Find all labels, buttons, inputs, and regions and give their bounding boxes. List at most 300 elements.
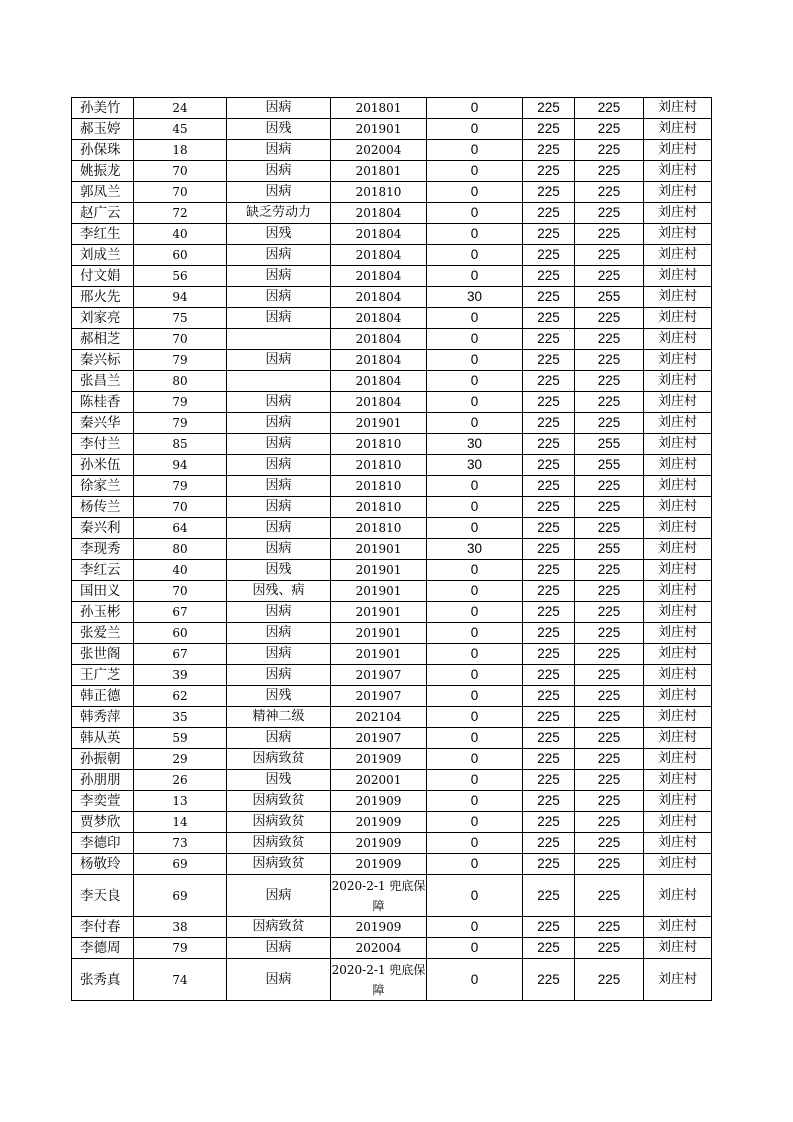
name-cell: 张秀真: [72, 959, 134, 1001]
subsidy-cell: 0: [427, 329, 523, 350]
table-row: [72, 686, 712, 707]
village-cell: 刘庄村: [644, 266, 712, 287]
village-cell: 刘庄村: [644, 644, 712, 665]
date-cell: 201901: [331, 623, 427, 644]
subsidy-cell: 0: [427, 686, 523, 707]
village-cell: 刘庄村: [644, 350, 712, 371]
subsidy-cell: 0: [427, 413, 523, 434]
age-cell: 69: [134, 854, 227, 875]
base-amount-cell: 225: [523, 434, 575, 455]
name-cell: 李付兰: [72, 434, 134, 455]
base-amount-cell: 225: [523, 791, 575, 812]
village-cell: 刘庄村: [644, 560, 712, 581]
total-amount-cell: 255: [575, 434, 644, 455]
village-cell: 刘庄村: [644, 770, 712, 791]
subsidy-cell: 0: [427, 245, 523, 266]
total-amount-cell: 225: [575, 329, 644, 350]
assistance-table: [71, 97, 712, 1001]
base-amount-cell: 225: [523, 770, 575, 791]
reason-cell: 因残: [227, 224, 331, 245]
date-cell: 201810: [331, 182, 427, 203]
reason-cell: 因病致贫: [227, 833, 331, 854]
table-row: [72, 728, 712, 749]
date-cell: 201909: [331, 833, 427, 854]
total-amount-cell: 225: [575, 476, 644, 497]
base-amount-cell: 225: [523, 245, 575, 266]
reason-cell: 因残: [227, 686, 331, 707]
name-cell: 贾梦欣: [72, 812, 134, 833]
date-cell: 201810: [331, 518, 427, 539]
age-cell: 14: [134, 812, 227, 833]
table-row: [72, 287, 712, 308]
name-cell: 姚振龙: [72, 161, 134, 182]
table-row: [72, 392, 712, 413]
date-cell: 201810: [331, 455, 427, 476]
table-row: [72, 371, 712, 392]
name-cell: 陈桂香: [72, 392, 134, 413]
date-cell: 201804: [331, 350, 427, 371]
age-cell: 40: [134, 224, 227, 245]
reason-cell: 因病: [227, 413, 331, 434]
date-cell: 201801: [331, 161, 427, 182]
date-cell: 201909: [331, 812, 427, 833]
table-row: [72, 644, 712, 665]
reason-cell: 因病: [227, 497, 331, 518]
table-row: [72, 707, 712, 728]
date-cell: 201901: [331, 644, 427, 665]
subsidy-cell: 0: [427, 854, 523, 875]
table-row: [72, 959, 712, 1001]
total-amount-cell: 225: [575, 392, 644, 413]
subsidy-cell: 0: [427, 959, 523, 1001]
subsidy-cell: 30: [427, 287, 523, 308]
name-cell: 张昌兰: [72, 371, 134, 392]
subsidy-cell: 0: [427, 224, 523, 245]
base-amount-cell: 225: [523, 308, 575, 329]
subsidy-cell: 0: [427, 707, 523, 728]
total-amount-cell: 225: [575, 749, 644, 770]
base-amount-cell: 225: [523, 182, 575, 203]
table-row: [72, 182, 712, 203]
village-cell: 刘庄村: [644, 119, 712, 140]
subsidy-cell: 0: [427, 518, 523, 539]
table-row: [72, 413, 712, 434]
table-row: [72, 455, 712, 476]
reason-cell: [227, 329, 331, 350]
total-amount-cell: 225: [575, 560, 644, 581]
subsidy-cell: 0: [427, 875, 523, 917]
reason-cell: 因残: [227, 560, 331, 581]
age-cell: 79: [134, 938, 227, 959]
age-cell: 45: [134, 119, 227, 140]
base-amount-cell: 225: [523, 581, 575, 602]
table-row: [72, 749, 712, 770]
table-row: [72, 665, 712, 686]
base-amount-cell: 225: [523, 329, 575, 350]
village-cell: 刘庄村: [644, 623, 712, 644]
table-row: [72, 770, 712, 791]
date-cell: 201901: [331, 119, 427, 140]
reason-cell: 因病: [227, 98, 331, 119]
subsidy-cell: 0: [427, 581, 523, 602]
name-cell: 李付春: [72, 917, 134, 938]
total-amount-cell: 225: [575, 371, 644, 392]
subsidy-cell: 0: [427, 917, 523, 938]
total-amount-cell: 225: [575, 182, 644, 203]
total-amount-cell: 255: [575, 287, 644, 308]
reason-cell: 因残: [227, 119, 331, 140]
total-amount-cell: 225: [575, 812, 644, 833]
age-cell: 70: [134, 161, 227, 182]
village-cell: 刘庄村: [644, 392, 712, 413]
name-cell: 秦兴利: [72, 518, 134, 539]
reason-cell: 因病致贫: [227, 917, 331, 938]
total-amount-cell: 225: [575, 686, 644, 707]
table-row: [72, 854, 712, 875]
name-cell: 李红生: [72, 224, 134, 245]
reason-cell: 因病: [227, 182, 331, 203]
name-cell: 韩正德: [72, 686, 134, 707]
base-amount-cell: 225: [523, 686, 575, 707]
date-cell: 201804: [331, 308, 427, 329]
total-amount-cell: 225: [575, 917, 644, 938]
total-amount-cell: 225: [575, 497, 644, 518]
date-cell: 201907: [331, 728, 427, 749]
village-cell: 刘庄村: [644, 413, 712, 434]
age-cell: 70: [134, 581, 227, 602]
name-cell: 王广芝: [72, 665, 134, 686]
table-row: [72, 581, 712, 602]
total-amount-cell: 225: [575, 833, 644, 854]
village-cell: 刘庄村: [644, 308, 712, 329]
date-cell: 201810: [331, 434, 427, 455]
village-cell: 刘庄村: [644, 371, 712, 392]
total-amount-cell: 225: [575, 770, 644, 791]
reason-cell: 因病: [227, 245, 331, 266]
reason-cell: 因病: [227, 518, 331, 539]
age-cell: 94: [134, 455, 227, 476]
subsidy-cell: 0: [427, 182, 523, 203]
age-cell: 75: [134, 308, 227, 329]
total-amount-cell: 225: [575, 119, 644, 140]
date-cell: 201804: [331, 329, 427, 350]
subsidy-cell: 0: [427, 644, 523, 665]
reason-cell: 因病: [227, 161, 331, 182]
base-amount-cell: 225: [523, 224, 575, 245]
reason-cell: 因病: [227, 938, 331, 959]
base-amount-cell: 225: [523, 539, 575, 560]
subsidy-cell: 30: [427, 455, 523, 476]
total-amount-cell: 225: [575, 518, 644, 539]
village-cell: 刘庄村: [644, 707, 712, 728]
total-amount-cell: 225: [575, 581, 644, 602]
reason-cell: 缺乏劳动力: [227, 203, 331, 224]
name-cell: 赵广云: [72, 203, 134, 224]
village-cell: 刘庄村: [644, 875, 712, 917]
table-row: [72, 434, 712, 455]
total-amount-cell: 225: [575, 140, 644, 161]
age-cell: 74: [134, 959, 227, 1001]
age-cell: 39: [134, 665, 227, 686]
table-row: [72, 266, 712, 287]
age-cell: 72: [134, 203, 227, 224]
base-amount-cell: 225: [523, 350, 575, 371]
base-amount-cell: 225: [523, 203, 575, 224]
date-cell: 2020-2-1 兜底保障: [331, 959, 427, 1001]
village-cell: 刘庄村: [644, 434, 712, 455]
village-cell: 刘庄村: [644, 728, 712, 749]
subsidy-cell: 0: [427, 833, 523, 854]
village-cell: 刘庄村: [644, 665, 712, 686]
total-amount-cell: 225: [575, 98, 644, 119]
total-amount-cell: 225: [575, 728, 644, 749]
date-cell: 201804: [331, 266, 427, 287]
village-cell: 刘庄村: [644, 476, 712, 497]
date-cell: 2020-2-1 兜底保障: [331, 875, 427, 917]
village-cell: 刘庄村: [644, 749, 712, 770]
age-cell: 67: [134, 602, 227, 623]
village-cell: 刘庄村: [644, 833, 712, 854]
age-cell: 29: [134, 749, 227, 770]
name-cell: 郭凤兰: [72, 182, 134, 203]
name-cell: 郝玉婷: [72, 119, 134, 140]
age-cell: 56: [134, 266, 227, 287]
reason-cell: 因病: [227, 434, 331, 455]
table-row: [72, 623, 712, 644]
date-cell: 202104: [331, 707, 427, 728]
village-cell: 刘庄村: [644, 287, 712, 308]
subsidy-cell: 0: [427, 371, 523, 392]
table-row: [72, 917, 712, 938]
reason-cell: 因病: [227, 665, 331, 686]
total-amount-cell: 225: [575, 266, 644, 287]
reason-cell: [227, 371, 331, 392]
reason-cell: 因病致贫: [227, 812, 331, 833]
subsidy-cell: 0: [427, 476, 523, 497]
reason-cell: 因病: [227, 140, 331, 161]
table-row: [72, 833, 712, 854]
date-cell: 202004: [331, 140, 427, 161]
name-cell: 孙美竹: [72, 98, 134, 119]
date-cell: 201804: [331, 371, 427, 392]
reason-cell: 因病: [227, 266, 331, 287]
subsidy-cell: 0: [427, 623, 523, 644]
total-amount-cell: 225: [575, 161, 644, 182]
base-amount-cell: 225: [523, 728, 575, 749]
base-amount-cell: 225: [523, 161, 575, 182]
table-row: [72, 245, 712, 266]
base-amount-cell: 225: [523, 266, 575, 287]
name-cell: 刘成兰: [72, 245, 134, 266]
village-cell: 刘庄村: [644, 854, 712, 875]
subsidy-cell: 0: [427, 497, 523, 518]
reason-cell: 因病: [227, 476, 331, 497]
subsidy-cell: 0: [427, 938, 523, 959]
subsidy-cell: 0: [427, 161, 523, 182]
age-cell: 38: [134, 917, 227, 938]
table-row: [72, 98, 712, 119]
subsidy-cell: 0: [427, 791, 523, 812]
table-row: [72, 119, 712, 140]
date-cell: 201901: [331, 560, 427, 581]
reason-cell: 因病: [227, 644, 331, 665]
age-cell: 73: [134, 833, 227, 854]
name-cell: 李德印: [72, 833, 134, 854]
age-cell: 18: [134, 140, 227, 161]
reason-cell: 因病: [227, 308, 331, 329]
table-row: [72, 350, 712, 371]
base-amount-cell: 225: [523, 140, 575, 161]
name-cell: 孙米伍: [72, 455, 134, 476]
village-cell: 刘庄村: [644, 161, 712, 182]
age-cell: 26: [134, 770, 227, 791]
table-row: [72, 203, 712, 224]
total-amount-cell: 225: [575, 203, 644, 224]
date-cell: 202001: [331, 770, 427, 791]
age-cell: 62: [134, 686, 227, 707]
date-cell: 201909: [331, 917, 427, 938]
date-cell: 201901: [331, 413, 427, 434]
village-cell: 刘庄村: [644, 98, 712, 119]
name-cell: 杨敬玲: [72, 854, 134, 875]
name-cell: 孙朋朋: [72, 770, 134, 791]
date-cell: 201909: [331, 791, 427, 812]
reason-cell: 因病: [227, 287, 331, 308]
base-amount-cell: 225: [523, 476, 575, 497]
total-amount-cell: 225: [575, 308, 644, 329]
table-row: [72, 812, 712, 833]
subsidy-cell: 0: [427, 119, 523, 140]
total-amount-cell: 225: [575, 644, 644, 665]
base-amount-cell: 225: [523, 371, 575, 392]
date-cell: 201810: [331, 497, 427, 518]
base-amount-cell: 225: [523, 665, 575, 686]
village-cell: 刘庄村: [644, 518, 712, 539]
village-cell: 刘庄村: [644, 938, 712, 959]
base-amount-cell: 225: [523, 413, 575, 434]
subsidy-cell: 0: [427, 560, 523, 581]
name-cell: 张爱兰: [72, 623, 134, 644]
subsidy-cell: 0: [427, 749, 523, 770]
table-row: [72, 161, 712, 182]
reason-cell: 因病致贫: [227, 854, 331, 875]
name-cell: 孙振朝: [72, 749, 134, 770]
village-cell: 刘庄村: [644, 497, 712, 518]
reason-cell: 因病: [227, 392, 331, 413]
total-amount-cell: 225: [575, 623, 644, 644]
base-amount-cell: 225: [523, 854, 575, 875]
age-cell: 80: [134, 539, 227, 560]
name-cell: 韩秀萍: [72, 707, 134, 728]
subsidy-cell: 0: [427, 812, 523, 833]
village-cell: 刘庄村: [644, 602, 712, 623]
base-amount-cell: 225: [523, 707, 575, 728]
table-row: [72, 560, 712, 581]
total-amount-cell: 225: [575, 938, 644, 959]
date-cell: 201909: [331, 749, 427, 770]
subsidy-cell: 0: [427, 350, 523, 371]
reason-cell: 因病致贫: [227, 749, 331, 770]
subsidy-cell: 0: [427, 392, 523, 413]
base-amount-cell: 225: [523, 287, 575, 308]
subsidy-cell: 0: [427, 728, 523, 749]
name-cell: 徐家兰: [72, 476, 134, 497]
total-amount-cell: 225: [575, 875, 644, 917]
date-cell: 201901: [331, 602, 427, 623]
village-cell: 刘庄村: [644, 455, 712, 476]
age-cell: 79: [134, 392, 227, 413]
name-cell: 李奕萱: [72, 791, 134, 812]
village-cell: 刘庄村: [644, 812, 712, 833]
village-cell: 刘庄村: [644, 203, 712, 224]
age-cell: 79: [134, 350, 227, 371]
total-amount-cell: 225: [575, 245, 644, 266]
age-cell: 70: [134, 182, 227, 203]
total-amount-cell: 225: [575, 224, 644, 245]
name-cell: 付文娟: [72, 266, 134, 287]
village-cell: 刘庄村: [644, 182, 712, 203]
reason-cell: 因病: [227, 350, 331, 371]
base-amount-cell: 225: [523, 602, 575, 623]
date-cell: 201901: [331, 539, 427, 560]
reason-cell: 因病: [227, 875, 331, 917]
table-row: [72, 224, 712, 245]
name-cell: 刘家亮: [72, 308, 134, 329]
name-cell: 李德周: [72, 938, 134, 959]
reason-cell: 因残: [227, 770, 331, 791]
base-amount-cell: 225: [523, 938, 575, 959]
date-cell: 201804: [331, 392, 427, 413]
reason-cell: 因病致贫: [227, 791, 331, 812]
village-cell: 刘庄村: [644, 245, 712, 266]
table-row: [72, 539, 712, 560]
total-amount-cell: 225: [575, 854, 644, 875]
age-cell: 67: [134, 644, 227, 665]
base-amount-cell: 225: [523, 518, 575, 539]
table-row: [72, 518, 712, 539]
village-cell: 刘庄村: [644, 224, 712, 245]
reason-cell: 因病: [227, 602, 331, 623]
name-cell: 孙保珠: [72, 140, 134, 161]
date-cell: 201804: [331, 245, 427, 266]
base-amount-cell: 225: [523, 875, 575, 917]
age-cell: 85: [134, 434, 227, 455]
date-cell: 202004: [331, 938, 427, 959]
table-row: [72, 875, 712, 917]
total-amount-cell: 225: [575, 665, 644, 686]
date-cell: 201801: [331, 98, 427, 119]
age-cell: 40: [134, 560, 227, 581]
reason-cell: 因病: [227, 728, 331, 749]
village-cell: 刘庄村: [644, 917, 712, 938]
reason-cell: 因病: [227, 455, 331, 476]
subsidy-cell: 0: [427, 140, 523, 161]
name-cell: 邢火先: [72, 287, 134, 308]
date-cell: 201804: [331, 203, 427, 224]
village-cell: 刘庄村: [644, 581, 712, 602]
date-cell: 201909: [331, 854, 427, 875]
total-amount-cell: 225: [575, 413, 644, 434]
subsidy-cell: 0: [427, 98, 523, 119]
name-cell: 韩从英: [72, 728, 134, 749]
base-amount-cell: 225: [523, 812, 575, 833]
date-cell: 201907: [331, 686, 427, 707]
base-amount-cell: 225: [523, 455, 575, 476]
village-cell: 刘庄村: [644, 140, 712, 161]
age-cell: 70: [134, 329, 227, 350]
base-amount-cell: 225: [523, 959, 575, 1001]
base-amount-cell: 225: [523, 392, 575, 413]
